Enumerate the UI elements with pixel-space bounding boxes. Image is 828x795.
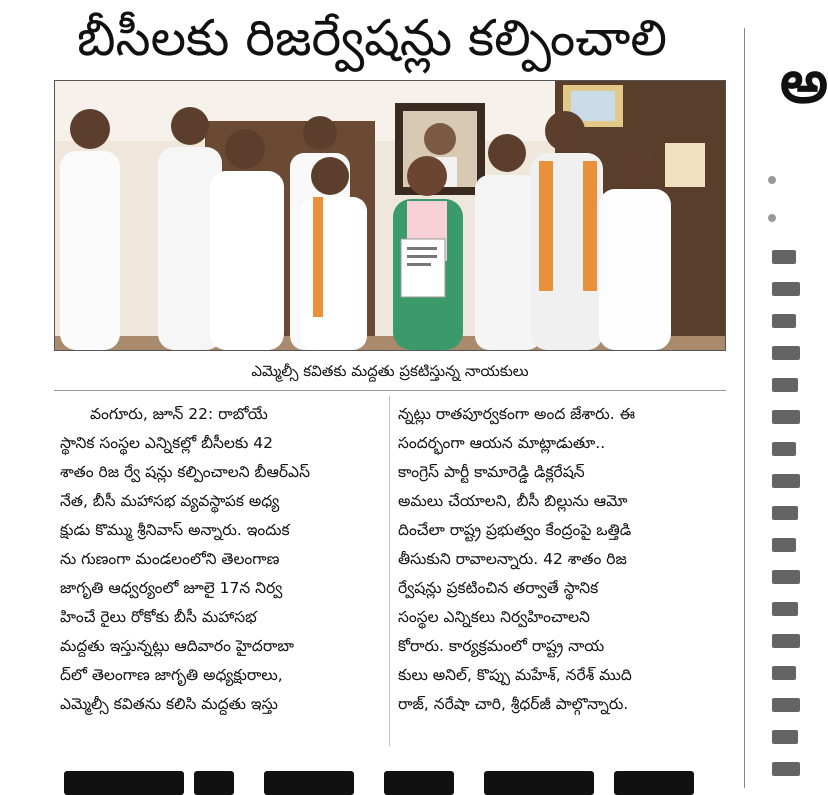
body-line: నేత, బీసీ మహాసభ వ్యవస్థాపక అధ్య <box>60 492 280 510</box>
article-column-left <box>60 400 380 745</box>
body-line: అమలు చేయాలని, బీసీ బిల్లును ఆమో <box>398 492 628 510</box>
body-line: మద్దతు ఇస్తున్నట్లు ఆదివారం హైదరాబా <box>60 637 294 655</box>
body-line: సంస్థల ఎన్నికలు నిర్వహించాలని <box>398 608 590 626</box>
body-line: స్థానిక సంస్థల ఎన్నికల్లో బీసీలకు 42 <box>60 434 274 452</box>
photo-caption: ఎమ్మెల్సీ కవితకు మద్దతు ప్రకటిస్తున్న నాయకులు <box>251 362 529 380</box>
body-line: తీసుకుని రావాలన్నారు. 42 శాతం రిజ <box>398 550 627 568</box>
body-line: ను గుణంగా మండలంలోని తెలంగాణ <box>60 550 280 568</box>
page-column-divider <box>744 28 745 788</box>
body-line: దించేలా రాష్ట్ర ప్రభుత్వం కేంద్రంపై ఒత్తిడి <box>398 521 632 539</box>
caption-divider <box>54 390 726 391</box>
article-column-right <box>398 400 724 745</box>
body-line: రాజ్, నరేషా చారి, శ్రీధర్‌జీ పాల్గొన్నారు. <box>398 695 629 713</box>
body-line: సందర్భంగా ఆయన మాట్లాడుతూ.. <box>398 434 606 452</box>
adjacent-article-cropped <box>750 0 828 793</box>
cropped-headline-glyph: అ <box>780 47 828 117</box>
column-divider <box>389 396 390 746</box>
photo-illustration <box>55 81 725 350</box>
body-line: కాంగ్రెస్ పార్టీ కామారెడ్డి డిక్లరేషన్ <box>398 463 585 481</box>
bullet-icon <box>768 176 776 184</box>
body-line: హించే రైలు రోకోకు బీసీ మహాసభ <box>60 608 257 626</box>
body-line: కులు అనిల్, కొప్పు మహేశ్, నరేశ్ ముది <box>398 666 632 684</box>
body-line: ఎమ్మెల్సీ కవితను కలిసి మద్దతు ఇస్తు <box>60 695 278 713</box>
article-photo <box>54 80 726 351</box>
bullet-icon <box>768 214 776 222</box>
body-line: ర్వేషన్లు ప్రకటించిన తర్వాతే స్థానిక <box>398 579 599 597</box>
body-line: కోరారు. కార్యక్రమంలో రాష్ట్ర నాయ <box>398 637 605 655</box>
body-line: క్షుడు కొమ్ము శ్రీనివాస్ అన్నారు. ఇందుక <box>60 521 290 539</box>
article-headline: బీసీలకు రిజర్వేషన్లు కల్పించాలి <box>76 9 668 67</box>
body-line: వంగూరు, జూన్ 22: రాబోయే <box>90 405 268 423</box>
body-line: జాగృతి ఆధ్వర్యంలో జూలై 17న నిర్వ <box>60 579 283 597</box>
body-line: న్నట్లు రాతపూర్వకంగా అంద జేశారు. ఈ <box>398 405 636 423</box>
body-line: ద్‌లో తెలంగాణ జాగృతి అధ్యక్షురాలు, <box>60 666 283 684</box>
body-line: శాతం రిజ ర్వే షన్లు కల్పించాలని బీఆర్ఎస్ <box>60 463 310 481</box>
next-headline-cropped <box>54 755 734 795</box>
